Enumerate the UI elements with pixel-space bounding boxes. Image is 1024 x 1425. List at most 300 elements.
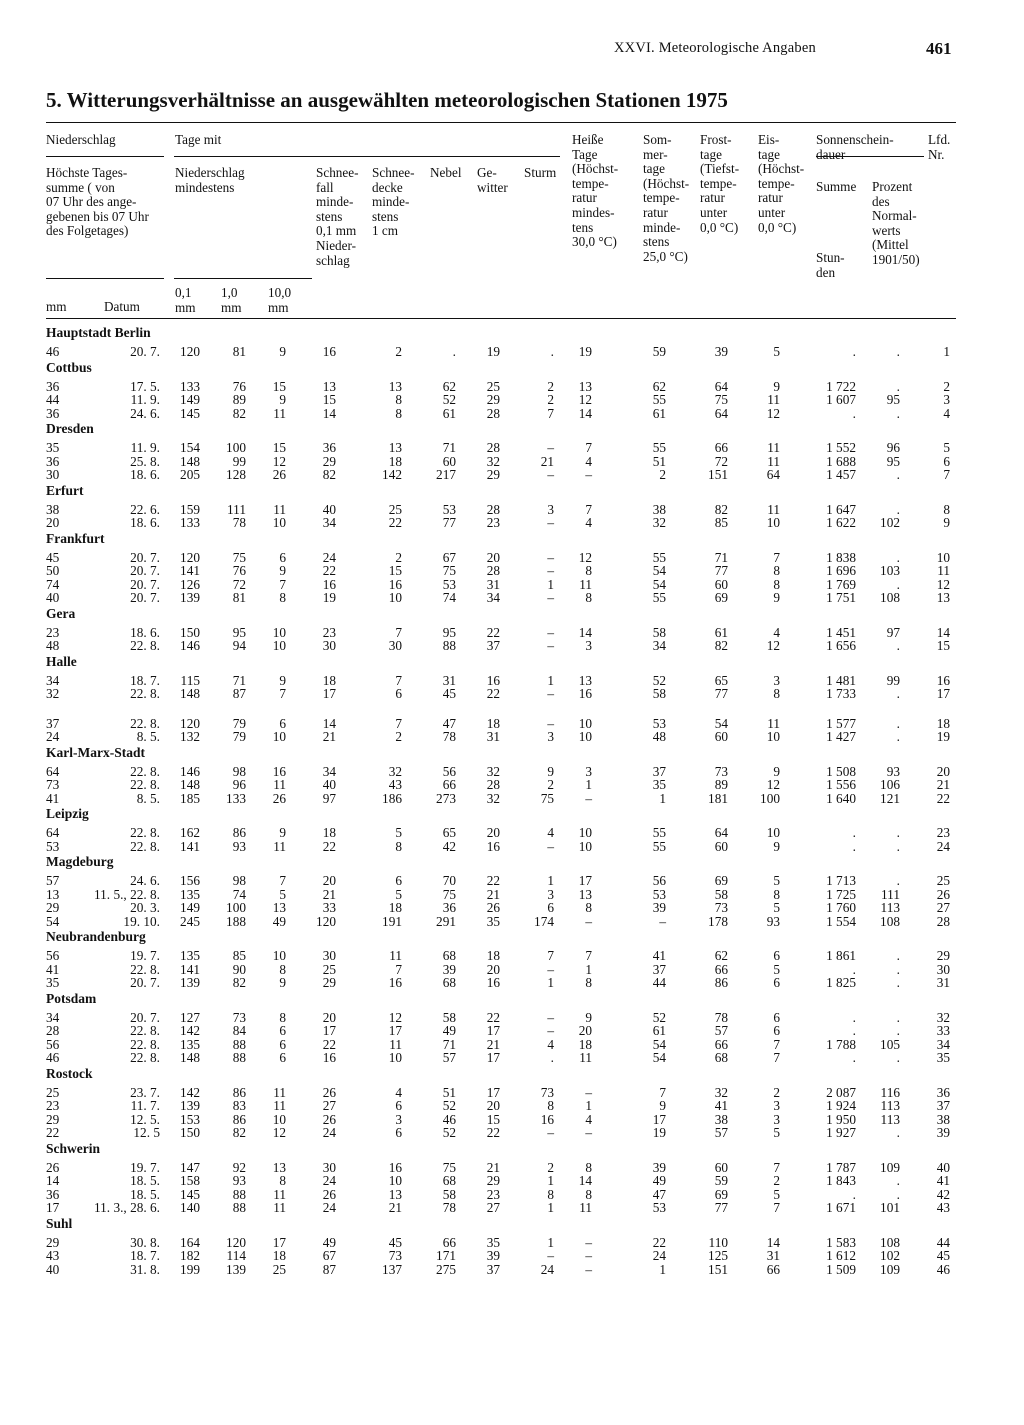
cell-tage-10-0: 18 xyxy=(272,1248,286,1263)
cell-sommertage: 56 xyxy=(652,873,666,888)
cell-tage-10-0: 11 xyxy=(273,501,286,517)
cell-tage-10-0: 6 xyxy=(279,549,286,565)
cell-gewitter: 22 xyxy=(486,1009,500,1025)
cell-gewitter: 21 xyxy=(486,1159,500,1175)
cell-nebel: 53 xyxy=(442,576,456,592)
cell-tage-1-0: 93 xyxy=(232,1173,246,1188)
cell-gewitter: 23 xyxy=(486,515,500,530)
cell-schneedecke: 186 xyxy=(382,790,402,806)
cell-gewitter: 29 xyxy=(486,467,500,482)
cell-frosttage: 89 xyxy=(714,777,728,792)
cell-eistage: 10 xyxy=(766,729,780,744)
cell-sturm: – xyxy=(547,961,554,977)
cell-datum: 20. 3. xyxy=(130,900,160,915)
cell-frosttage: 59 xyxy=(714,1173,728,1188)
cell-tage-1-0: 78 xyxy=(232,515,246,530)
cell-eistage: 6 xyxy=(773,948,780,963)
cell-sonnenschein-summe: . xyxy=(852,838,856,854)
cell-eistage: 10 xyxy=(766,825,780,840)
cell-gewitter: 28 xyxy=(486,563,500,578)
cell-eistage: 3 xyxy=(773,1111,780,1127)
cell-schneefall: 21 xyxy=(322,729,336,744)
cell-schneedecke: 21 xyxy=(388,1200,402,1215)
cell-frosttage: 61 xyxy=(714,624,728,640)
cell-schneedecke: 7 xyxy=(395,961,402,977)
cell-schneedecke: 6 xyxy=(395,686,402,701)
cell-heisse-tage: 14 xyxy=(578,1173,592,1188)
cell-lfd-nr: 20 xyxy=(936,763,950,779)
cell-schneefall: 67 xyxy=(322,1248,336,1263)
cell-gewitter: 28 xyxy=(486,440,500,455)
cell-datum: 11. 9. xyxy=(130,392,160,407)
cell-nebel: 52 xyxy=(442,1125,456,1140)
cell-schneefall: 14 xyxy=(322,405,336,421)
cell-sonnenschein-summe: 1 927 xyxy=(826,1125,856,1140)
cell-heisse-tage: 18 xyxy=(578,1036,592,1052)
cell-gewitter: 27 xyxy=(486,1200,500,1215)
header-gewitter: Ge- witter xyxy=(477,165,508,195)
cell-tage-10-0: 10 xyxy=(272,729,286,744)
cell-tage-1-0: 76 xyxy=(232,563,246,578)
cell-gewitter: 17 xyxy=(486,1084,500,1100)
cell-heisse-tage: 8 xyxy=(585,900,592,915)
cell-eistage: 7 xyxy=(773,1050,780,1065)
cell-tage-10-0: 10 xyxy=(272,515,286,530)
cell-sonnenschein-prozent: 111 xyxy=(881,886,900,902)
cell-sonnenschein-prozent: 93 xyxy=(886,763,900,779)
cell-sturm: 1 xyxy=(547,1173,554,1188)
header-nebel: Nebel xyxy=(430,165,462,180)
cell-frosttage: 77 xyxy=(714,686,728,701)
cell-tage-1-0: 82 xyxy=(232,975,246,990)
cell-sonnenschein-summe: 1 607 xyxy=(826,392,856,407)
header-sonnenscheindauer: Sonnenschein- dauer xyxy=(816,132,894,162)
cell-eistage: 10 xyxy=(766,515,780,530)
cell-tage-1-0: 93 xyxy=(232,838,246,854)
table-row xyxy=(0,468,1024,482)
cell-schneefall: 82 xyxy=(322,467,336,482)
cell-schneefall: 24 xyxy=(322,549,336,565)
cell-schneedecke: 30 xyxy=(388,638,402,653)
cell-tage-10-0: 9 xyxy=(279,825,286,840)
cell-sonnenschein-prozent: 108 xyxy=(880,590,900,605)
cell-hoechste-mm: 14 xyxy=(46,1173,60,1188)
cell-gewitter: 20 xyxy=(486,549,500,565)
cell-tage-0-1: 149 xyxy=(180,392,200,407)
cell-frosttage: 66 xyxy=(714,1036,728,1052)
cell-eistage: 12 xyxy=(766,638,780,653)
cell-lfd-nr: 1 xyxy=(943,344,950,359)
header-sturm: Sturm xyxy=(524,165,557,180)
cell-tage-0-1: 141 xyxy=(180,838,200,854)
table-row xyxy=(0,778,1024,792)
cell-sommertage: 34 xyxy=(652,638,666,653)
cell-tage-1-0: 87 xyxy=(232,686,246,701)
cell-tage-1-0: 94 xyxy=(232,638,246,653)
cell-sommertage: 37 xyxy=(652,763,666,779)
cell-heisse-tage: 10 xyxy=(578,729,592,744)
cell-sturm: – xyxy=(547,715,554,731)
cell-lfd-nr: 43 xyxy=(936,1200,950,1215)
cell-hoechste-mm: 64 xyxy=(46,763,60,779)
cell-hoechste-mm: 40 xyxy=(46,1261,60,1277)
table-row xyxy=(0,393,1024,407)
cell-datum: 23. 7. xyxy=(130,1084,160,1100)
cell-hoechste-mm: 44 xyxy=(46,392,60,407)
cell-schneedecke: 10 xyxy=(388,1050,402,1065)
cell-schneefall: 40 xyxy=(322,501,336,517)
cell-lfd-nr: 15 xyxy=(936,638,950,653)
cell-frosttage: 181 xyxy=(708,790,728,806)
cell-sonnenschein-prozent: 99 xyxy=(886,672,900,688)
cell-sturm: 3 xyxy=(547,729,554,744)
cell-sommertage: 39 xyxy=(652,1159,666,1175)
table-row xyxy=(0,901,1024,915)
cell-frosttage: 64 xyxy=(714,378,728,394)
cell-heisse-tage: 1 xyxy=(585,1098,592,1113)
cell-datum: 22. 8. xyxy=(130,686,160,701)
cell-schneefall: 34 xyxy=(322,515,336,530)
cell-schneedecke: 13 xyxy=(388,440,402,455)
cell-tage-10-0: 11 xyxy=(273,1186,286,1202)
cell-sonnenschein-prozent: 96 xyxy=(886,440,900,455)
cell-nebel: 51 xyxy=(442,1084,456,1100)
cell-tage-10-0: 6 xyxy=(279,1050,286,1065)
cell-eistage: 12 xyxy=(766,777,780,792)
cell-tage-1-0: 98 xyxy=(232,763,246,779)
cell-datum: 17. 5. xyxy=(130,378,160,394)
header-schneefall: Schnee- fall minde- stens 0,1 mm Nieder- schlag xyxy=(316,165,359,268)
cell-datum: 20. 7. xyxy=(130,590,160,605)
cell-datum: 11. 9. xyxy=(130,440,160,455)
table-row xyxy=(0,1201,1024,1215)
cell-datum: 22. 8. xyxy=(130,1036,160,1052)
cell-tage-1-0: 86 xyxy=(232,825,246,840)
cell-datum: 19. 10. xyxy=(123,913,160,929)
cell-hoechste-mm: 22 xyxy=(46,1125,60,1140)
cell-lfd-nr: 13 xyxy=(936,590,950,605)
cell-tage-0-1: 146 xyxy=(180,763,200,779)
cell-tage-1-0: 114 xyxy=(226,1248,246,1263)
header-niederschlag-mindestens: Niederschlag mindestens xyxy=(175,165,245,195)
cell-sonnenschein-summe: 1 838 xyxy=(826,549,856,565)
cell-hoechste-mm: 46 xyxy=(46,1050,60,1065)
cell-heisse-tage: 4 xyxy=(585,453,592,469)
cell-hoechste-mm: 36 xyxy=(46,378,60,394)
cell-sonnenschein-summe: 1 508 xyxy=(826,763,856,779)
cell-sturm: 1 xyxy=(547,975,554,990)
cell-eistage: 5 xyxy=(773,873,780,888)
cell-datum: 22. 8. xyxy=(130,825,160,840)
cell-tage-1-0: 85 xyxy=(232,948,246,963)
cell-frosttage: 32 xyxy=(714,1084,728,1100)
cell-sonnenschein-summe: 2 087 xyxy=(826,1084,856,1100)
cell-heisse-tage: 12 xyxy=(578,392,592,407)
cell-hoechste-mm: 32 xyxy=(46,686,60,701)
cell-sturm: 3 xyxy=(547,501,554,517)
station-heading: Frankfurt xyxy=(46,530,105,546)
cell-lfd-nr: 26 xyxy=(936,886,950,902)
cell-gewitter: 23 xyxy=(486,1186,500,1202)
cell-hoechste-mm: 50 xyxy=(46,563,60,578)
cell-sturm: – xyxy=(547,838,554,854)
cell-sommertage: 53 xyxy=(652,1200,666,1215)
cell-gewitter: 21 xyxy=(486,886,500,902)
cell-nebel: 56 xyxy=(442,763,456,779)
cell-lfd-nr: 9 xyxy=(943,515,950,530)
cell-sommertage: 54 xyxy=(652,1050,666,1065)
cell-heisse-tage: 13 xyxy=(578,378,592,394)
cell-gewitter: 16 xyxy=(486,672,500,688)
cell-datum: 8. 5. xyxy=(136,729,160,744)
cell-tage-1-0: 81 xyxy=(232,344,246,359)
cell-gewitter: 28 xyxy=(486,501,500,517)
cell-heisse-tage: 8 xyxy=(585,563,592,578)
cell-tage-0-1: 148 xyxy=(180,1050,200,1065)
cell-lfd-nr: 38 xyxy=(936,1111,950,1127)
cell-hoechste-mm: 56 xyxy=(46,948,60,963)
cell-frosttage: 78 xyxy=(714,1009,728,1025)
table-row xyxy=(0,1126,1024,1140)
cell-schneefall: 19 xyxy=(322,590,336,605)
cell-heisse-tage: 16 xyxy=(578,686,592,701)
cell-sonnenschein-prozent: . xyxy=(896,873,900,888)
cell-datum: 18. 7. xyxy=(130,1248,160,1263)
cell-sonnenschein-summe: 1 760 xyxy=(826,900,856,915)
cell-lfd-nr: 10 xyxy=(936,549,950,565)
cell-datum: 19. 7. xyxy=(130,1159,160,1175)
table-row xyxy=(0,591,1024,605)
cell-gewitter: 20 xyxy=(486,961,500,977)
cell-eistage: 14 xyxy=(766,1234,780,1250)
cell-schneedecke: 13 xyxy=(388,1186,402,1202)
cell-tage-1-0: 79 xyxy=(232,729,246,744)
cell-schneedecke: 6 xyxy=(395,873,402,888)
header-1-0-mm: 1,0 mm xyxy=(221,285,242,315)
cell-hoechste-mm: 36 xyxy=(46,453,60,469)
cell-hoechste-mm: 46 xyxy=(46,344,60,359)
cell-tage-10-0: 12 xyxy=(272,453,286,469)
cell-heisse-tage: 11 xyxy=(579,1200,592,1215)
cell-frosttage: 54 xyxy=(714,715,728,731)
cell-datum: 20. 7. xyxy=(130,975,160,990)
cell-heisse-tage: 19 xyxy=(578,344,592,359)
cell-tage-10-0: 9 xyxy=(279,975,286,990)
cell-sommertage: 55 xyxy=(652,590,666,605)
cell-tage-1-0: 86 xyxy=(232,1111,246,1127)
cell-tage-0-1: 145 xyxy=(180,405,200,421)
cell-schneedecke: 73 xyxy=(388,1248,402,1263)
table-title: 5. Witterungsverhältnisse an ausgewählten meteorologischen Stationen 1975 xyxy=(46,88,728,112)
cell-hoechste-mm: 13 xyxy=(46,886,60,902)
cell-eistage: 100 xyxy=(760,790,780,806)
cell-sonnenschein-prozent: 109 xyxy=(880,1159,900,1175)
cell-heisse-tage: 14 xyxy=(578,405,592,421)
cell-schneefall: 49 xyxy=(322,1234,336,1250)
cell-nebel: 47 xyxy=(442,715,456,731)
cell-sommertage: 49 xyxy=(652,1173,666,1188)
cell-hoechste-mm: 29 xyxy=(46,1234,60,1250)
cell-datum: 18. 6. xyxy=(130,624,160,640)
cell-tage-10-0: 10 xyxy=(272,638,286,653)
cell-sonnenschein-summe: . xyxy=(852,344,856,359)
cell-schneefall: 40 xyxy=(322,777,336,792)
table-row xyxy=(0,840,1024,854)
cell-sturm: 3 xyxy=(547,886,554,902)
cell-tage-10-0: 11 xyxy=(273,1200,286,1215)
cell-eistage: 3 xyxy=(773,1098,780,1113)
cell-sturm: 1 xyxy=(547,1200,554,1215)
cell-eistage: 9 xyxy=(773,838,780,854)
cell-sonnenschein-prozent: 108 xyxy=(880,913,900,929)
cell-datum: 18. 5. xyxy=(130,1186,160,1202)
cell-nebel: 68 xyxy=(442,975,456,990)
cell-eistage: 6 xyxy=(773,975,780,990)
station-heading: Dresden xyxy=(46,421,94,436)
table-row xyxy=(0,976,1024,990)
cell-lfd-nr: 7 xyxy=(943,467,950,482)
cell-datum: 20. 7. xyxy=(130,549,160,565)
cell-schneefall: 120 xyxy=(316,913,336,929)
cell-schneedecke: 8 xyxy=(395,838,402,854)
cell-frosttage: 64 xyxy=(714,405,728,421)
cell-schneefall: 34 xyxy=(322,763,336,779)
cell-schneefall: 36 xyxy=(322,440,336,455)
cell-schneefall: 21 xyxy=(322,886,336,902)
cell-sonnenschein-summe: 1 861 xyxy=(826,948,856,963)
cell-sturm: 1 xyxy=(547,576,554,592)
header-bottom-rule xyxy=(46,318,956,319)
cell-sturm: 75 xyxy=(540,790,554,806)
cell-sommertage: 37 xyxy=(652,961,666,977)
cell-tage-1-0: 73 xyxy=(232,1009,246,1025)
cell-schneefall: 22 xyxy=(322,563,336,578)
cell-sommertage: 54 xyxy=(652,576,666,592)
cell-tage-1-0: 120 xyxy=(226,1234,246,1250)
cell-tage-0-1: 139 xyxy=(180,1098,200,1113)
cell-schneefall: 17 xyxy=(322,686,336,701)
cell-sonnenschein-prozent: 105 xyxy=(880,1036,900,1052)
table-row xyxy=(0,1099,1024,1113)
table-row xyxy=(0,1174,1024,1188)
cell-tage-0-1: 148 xyxy=(180,686,200,701)
cell-gewitter: 26 xyxy=(486,900,500,915)
cell-heisse-tage: 11 xyxy=(579,1050,592,1065)
cell-nebel: 52 xyxy=(442,392,456,407)
cell-tage-10-0: 8 xyxy=(279,1173,286,1188)
cell-tage-10-0: 8 xyxy=(279,590,286,605)
cell-sonnenschein-summe: 1 556 xyxy=(826,777,856,792)
cell-schneefall: 23 xyxy=(322,624,336,640)
cell-tage-0-1: 148 xyxy=(180,453,200,469)
cell-sturm: – xyxy=(547,440,554,455)
cell-tage-1-0: 139 xyxy=(226,1261,246,1277)
cell-hoechste-mm: 29 xyxy=(46,900,60,915)
header-tage-mit: Tage mit xyxy=(175,132,222,147)
cell-frosttage: 57 xyxy=(714,1125,728,1140)
cell-tage-0-1: 245 xyxy=(180,913,200,929)
cell-sturm: 7 xyxy=(547,405,554,421)
table-row xyxy=(0,730,1024,744)
cell-schneefall: 24 xyxy=(322,1125,336,1140)
cell-tage-0-1: 182 xyxy=(180,1248,200,1263)
cell-tage-0-1: 162 xyxy=(180,825,200,840)
cell-frosttage: 85 xyxy=(714,515,728,530)
cell-heisse-tage: 14 xyxy=(578,624,592,640)
cell-sonnenschein-summe: 1 733 xyxy=(826,686,856,701)
cell-heisse-tage: 9 xyxy=(585,1009,592,1025)
cell-tage-10-0: 7 xyxy=(279,576,286,592)
cell-schneedecke: 18 xyxy=(388,453,402,469)
cell-gewitter: 32 xyxy=(486,763,500,779)
cell-tage-10-0: 11 xyxy=(273,1098,286,1113)
table-row xyxy=(0,915,1024,929)
cell-tage-1-0: 95 xyxy=(232,624,246,640)
cell-tage-1-0: 88 xyxy=(232,1050,246,1065)
cell-tage-0-1: 120 xyxy=(180,344,200,359)
cell-hoechste-mm: 36 xyxy=(46,405,60,421)
cell-heisse-tage: 7 xyxy=(585,501,592,517)
cell-tage-0-1: 120 xyxy=(180,549,200,565)
cell-sturm: 1 xyxy=(547,1234,554,1250)
header-frosttage: Frost- tage (Tiefst- tempe- ratur unter 0,0 °C) xyxy=(700,132,740,235)
cell-sonnenschein-prozent: 113 xyxy=(880,1111,900,1127)
cell-schneefall: 16 xyxy=(322,1050,336,1065)
cell-hoechste-mm: 25 xyxy=(46,1084,60,1100)
cell-datum: 11. 5., 22. 8. xyxy=(94,886,160,902)
cell-heisse-tage: – xyxy=(585,1248,592,1263)
cell-heisse-tage: – xyxy=(585,1125,592,1140)
cell-heisse-tage: 7 xyxy=(585,948,592,963)
cell-sonnenschein-summe: . xyxy=(852,825,856,840)
cell-gewitter: 16 xyxy=(486,975,500,990)
cell-tage-0-1: 120 xyxy=(180,715,200,731)
cell-heisse-tage: 7 xyxy=(585,440,592,455)
cell-eistage: 5 xyxy=(773,961,780,977)
header-subrule-5 xyxy=(174,278,312,279)
cell-hoechste-mm: 38 xyxy=(46,501,60,517)
cell-tage-1-0: 79 xyxy=(232,715,246,731)
header-10-0-mm: 10,0 mm xyxy=(268,285,292,315)
cell-sonnenschein-prozent: 113 xyxy=(880,1098,900,1113)
cell-schneefall: 20 xyxy=(322,873,336,888)
cell-sonnenschein-summe: 1 769 xyxy=(826,576,856,592)
cell-frosttage: 82 xyxy=(714,638,728,653)
cell-lfd-nr: 29 xyxy=(936,948,950,963)
cell-tage-10-0: 5 xyxy=(279,886,286,902)
table-row xyxy=(0,516,1024,530)
cell-nebel: 42 xyxy=(442,838,456,854)
table-row xyxy=(0,792,1024,806)
cell-gewitter: 29 xyxy=(486,1173,500,1188)
cell-heisse-tage: 4 xyxy=(585,1111,592,1127)
cell-frosttage: 60 xyxy=(714,838,728,854)
cell-sonnenschein-summe: . xyxy=(852,405,856,421)
cell-datum: 20. 7. xyxy=(130,563,160,578)
cell-eistage: 64 xyxy=(766,467,780,482)
cell-sommertage: 41 xyxy=(652,948,666,963)
cell-tage-1-0: 90 xyxy=(232,961,246,977)
cell-tage-10-0: 9 xyxy=(279,344,286,359)
cell-sonnenschein-summe: 1 656 xyxy=(826,638,856,653)
cell-frosttage: 60 xyxy=(714,1159,728,1175)
cell-sturm: – xyxy=(547,638,554,653)
cell-tage-0-1: 132 xyxy=(180,729,200,744)
cell-nebel: 217 xyxy=(436,467,456,482)
cell-lfd-nr: 28 xyxy=(936,913,950,929)
cell-sommertage: – xyxy=(659,913,666,929)
cell-gewitter: 20 xyxy=(486,1098,500,1113)
